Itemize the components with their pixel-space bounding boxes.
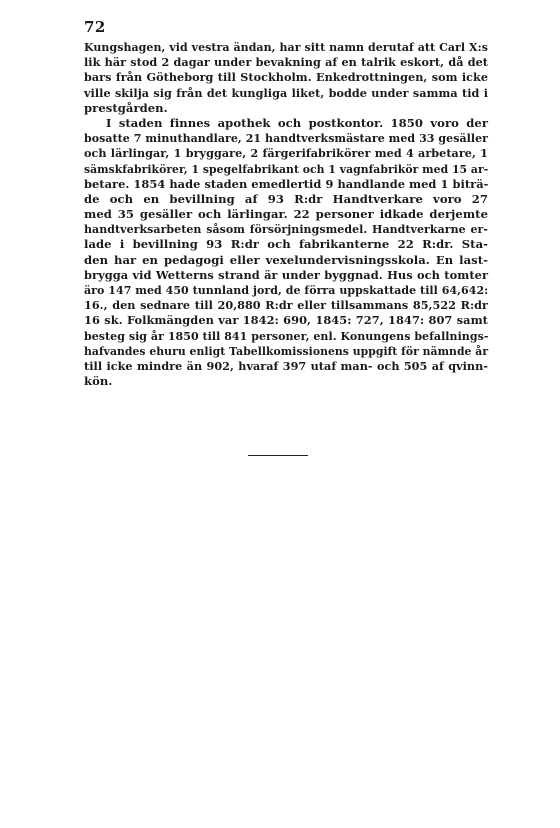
text-line: till icke mindre än 902, hvaraf 397 utaf man- och 505 af qvinn- xyxy=(84,358,488,373)
text-line: brygga vid Wetterns strand är under byggnad. Hus och tomter xyxy=(84,267,488,282)
text-line: lade i bevillning 93 R:dr och fabrikanterne 22 R:dr. Sta- xyxy=(84,237,488,252)
text-line: de och en bevillning af 93 R:dr Handtverkare voro 27 xyxy=(84,191,488,206)
text-line: bosatte 7 minuthandlare, 21 handtverksmästare med 33 gesäller xyxy=(84,132,488,146)
section-divider xyxy=(248,455,308,456)
text-line: den har en pedagogi eller vexelundervisningsskola. En last- xyxy=(84,252,488,267)
text-line: I staden finnes apothek och postkontor. 1850 voro der xyxy=(106,115,488,130)
text-line: och lärlingar, 1 bryggare, 2 färgerifabrikörer med 4 arbetare, 1 xyxy=(84,146,488,161)
text-line: sämskfabrikörer, 1 spegelfabrikant och 1 vagnfabrikör med 15 ar- xyxy=(84,162,489,176)
text-line: 16., den sednare till 20,880 R:dr eller tillsammans 85,522 R:dr xyxy=(84,298,488,313)
body-text xyxy=(84,40,488,389)
text-line: äro 147 med 450 tunnland jord, de förra uppskattade till 64,642: xyxy=(84,284,489,297)
text-line: lik här stod 2 dagar under bevakning af en talrik eskort, då det xyxy=(84,55,488,70)
text-line: ville skilja sig från det kungliga liket, bodde under samma tid i xyxy=(84,85,488,100)
text-line: prestgården. xyxy=(84,100,168,115)
text-line: 16 sk. Folkmängden var 1842: 690, 1845: 727, 1847: 807 samt xyxy=(84,313,488,328)
text-line: bars från Götheborg till Stockholm. Enkedrottningen, som icke xyxy=(84,70,488,85)
text-line: handtverksarbeten såsom försörjningsmedel. Handtverkarne er- xyxy=(84,223,488,237)
text-line: betare. 1854 hade staden emedlertid 9 handlande med 1 biträ- xyxy=(84,176,489,191)
text-line: Kungshagen, vid vestra ändan, har sitt namn derutaf att Carl X:s xyxy=(84,41,488,54)
text-line: besteg sig år 1850 till 841 personer, enl. Konungens befallnings- xyxy=(84,329,489,343)
page-number: 72 xyxy=(84,18,106,36)
text-line: hafvandes ehuru enligt Tabellkomissionens uppgift för nämnde år xyxy=(84,344,489,358)
text-line: kön. xyxy=(84,374,113,389)
text-line: med 35 gesäller och lärlingar. 22 personer idkade derjemte xyxy=(84,207,488,222)
